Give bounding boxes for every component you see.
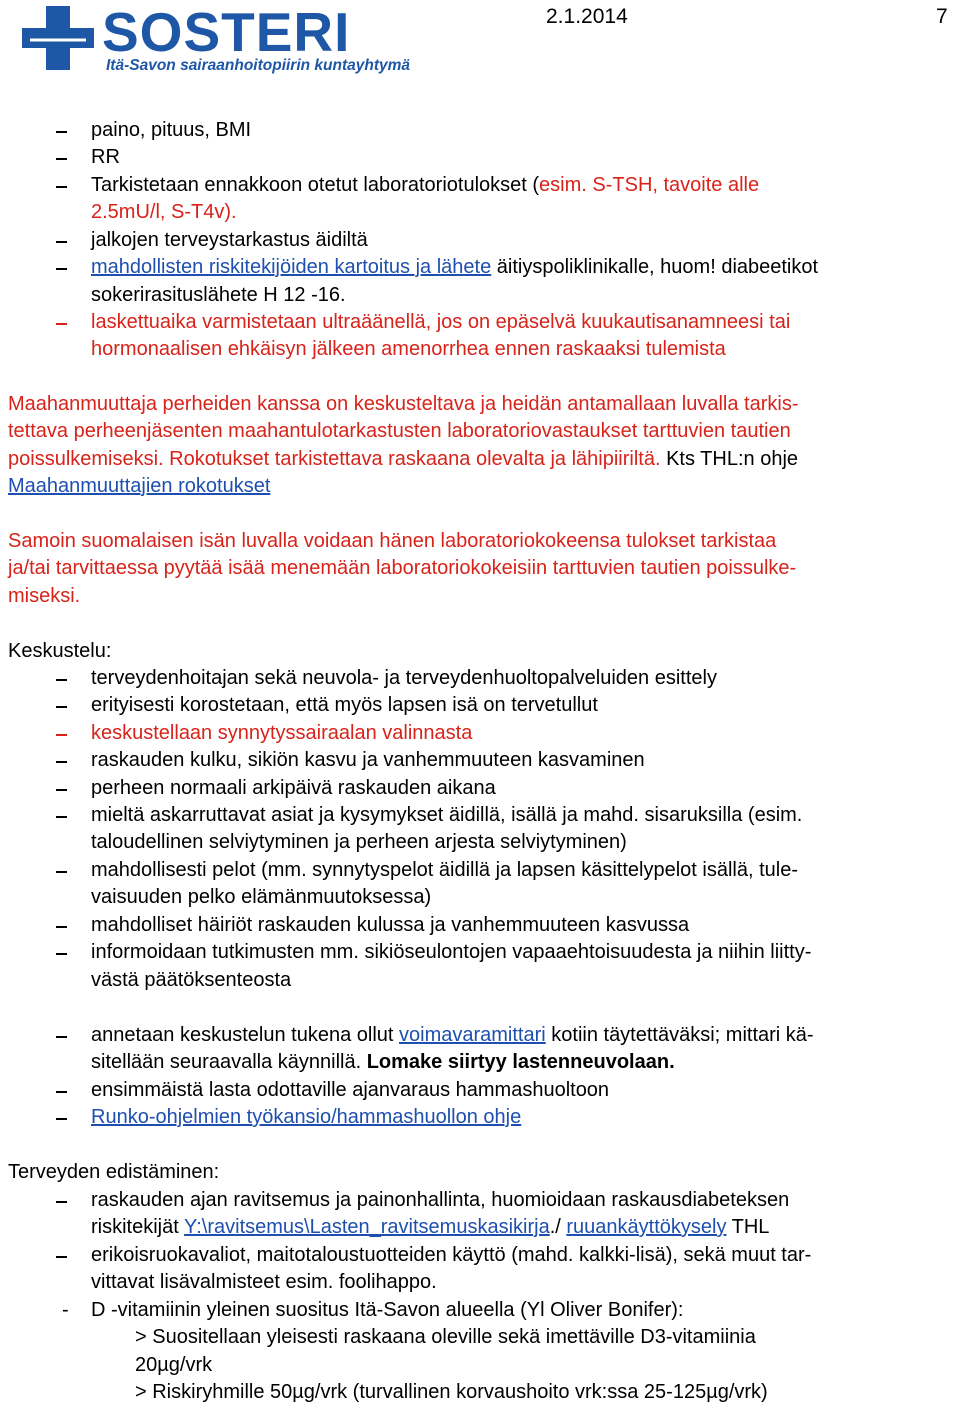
- section-heading-discussion: Keskustelu:: [8, 640, 112, 662]
- list-item: informoidaan tutkimusten mm. sikiöseulontojen vapaaehtoisuudesta ja niihin liitty-: [91, 941, 812, 963]
- paragraph-line: Maahanmuuttaja perheiden kanssa on keskusteltava ja heidän antamallaan luvalla tarkis-: [8, 393, 799, 415]
- dental-care-guide-link[interactable]: Runko-ohjelmien työkansio/hammashuollon ohje: [91, 1106, 522, 1128]
- section-heading-health-promotion: Terveyden edistäminen:: [8, 1161, 220, 1183]
- food-survey-link[interactable]: ruuankäyttökysely: [566, 1216, 727, 1238]
- dash-bullet-icon: [56, 926, 67, 928]
- dash-bullet-icon: [56, 1201, 67, 1203]
- dash-bullet-icon: [56, 679, 67, 681]
- item-text: annetaan keskustelun tukena ollut: [91, 1024, 399, 1046]
- item-text: sitellään seuraavalla käynnillä.: [91, 1051, 367, 1073]
- dash-bullet-icon: [56, 1036, 67, 1038]
- item-text: äitiyspoliklinikalle, huom! diabeetikot: [491, 256, 819, 278]
- item-text: riskitekijät: [91, 1216, 184, 1238]
- dash-bullet-icon: [56, 871, 67, 873]
- paragraph-text: Kts THL:n ohje: [660, 448, 799, 470]
- list-item-continued: [91, 1214, 769, 1241]
- list-item: [91, 1104, 521, 1131]
- item-text-red: esim. S-TSH, tavoite alle: [539, 174, 760, 196]
- header-date: 2.1.2014: [546, 5, 628, 28]
- item-text: kotiin täytettäväksi; mittari kä-: [545, 1024, 814, 1046]
- dash-bullet-icon: [56, 1091, 67, 1093]
- list-item-continued: vittavat lisävalmisteet esim. foolihappo.: [91, 1271, 437, 1293]
- dash-bullet-icon: [56, 1118, 67, 1120]
- list-item-continued: 2.5mU/l, S-T4v).: [91, 201, 237, 223]
- item-text: ./: [549, 1216, 567, 1238]
- voimavaramittari-link[interactable]: voimavaramittari: [399, 1024, 546, 1046]
- paragraph-line: Samoin suomalaisen isän luvalla voidaan hänen laboratoriokokeensa tulokset tarkistaa: [8, 530, 777, 552]
- list-item: laskettuaika varmistetaan ultraäänellä, jos on epäselvä kuukautisanamneesi tai: [91, 311, 791, 333]
- list-item: RR: [91, 146, 120, 168]
- sub-item: > Suositellaan yleisesti raskaana oleville sekä imettäville D3-vitamiinia: [135, 1326, 756, 1348]
- list-item: erityisesti korostetaan, että myös lapsen isä on tervetullut: [91, 694, 598, 716]
- list-item: paino, pituus, BMI: [91, 119, 252, 141]
- logo-name: SOSTERI: [102, 1, 351, 63]
- dash-bullet-icon: [56, 131, 67, 133]
- list-item: terveydenhoitajan sekä neuvola- ja terveydenhuoltopalveluiden esittely: [91, 667, 717, 689]
- paragraph-text-red: poissulkemiseksi. Rokotukset tarkistettava raskaana olevalta ja lähipiiriltä.: [8, 448, 661, 470]
- dash-bullet-icon: [56, 241, 67, 243]
- list-item-continued: vaisuuden pelko elämänmuutoksessa): [91, 886, 432, 908]
- list-item: raskauden ajan ravitsemus ja painonhallinta, huomioidaan raskausdiabeteksen: [91, 1189, 790, 1211]
- nutrition-handbook-link[interactable]: Y:\ravitsemus\Lasten_ravitsemuskasikirja: [184, 1216, 550, 1238]
- paragraph-line: ja/tai tarvittaessa pyytää isää menemään laboratoriokokeisiin tarttuvien tautien poissulke-: [8, 557, 797, 579]
- list-item: keskustellaan synnytyssairaalan valinnasta: [91, 722, 473, 744]
- list-item: ensimmäistä lasta odottaville ajanvaraus hammashuoltoon: [91, 1079, 610, 1101]
- sub-item-continued: 20µg/vrk: [135, 1354, 213, 1376]
- list-item-continued: sokerirasituslähete H 12 -16.: [91, 284, 346, 306]
- list-item: erikoisruokavaliot, maitotaloustuotteiden käyttö (mahd. kalkki-lisä), sekä muut tar-: [91, 1244, 812, 1266]
- dash-bullet-icon: [56, 789, 67, 791]
- dash-bullet-icon: [56, 158, 67, 160]
- page-number: 7: [936, 5, 948, 28]
- list-item: [91, 1022, 814, 1049]
- item-text: Tarkistetaan ennakkoon otetut laboratoriotulokset (: [91, 174, 540, 196]
- dash-bullet-icon: [56, 734, 67, 736]
- list-item: raskauden kulku, sikiön kasvu ja vanhemmuuteen kasvaminen: [91, 749, 645, 771]
- risk-factors-link[interactable]: mahdollisten riskitekijöiden kartoitus ja lähete: [91, 256, 492, 278]
- dash-bullet-icon: [56, 268, 67, 270]
- list-item: jalkojen terveystarkastus äidiltä: [91, 229, 368, 251]
- dash-bullet-icon: [56, 816, 67, 818]
- dash-bullet-icon: [56, 761, 67, 763]
- hyphen-marker: -: [62, 1299, 69, 1321]
- logo-subtitle: Itä-Savon sairaanhoitopiirin kuntayhtymä: [106, 57, 411, 74]
- list-item: D -vitamiinin yleinen suositus Itä-Savon alueella (Yl Oliver Bonifer):: [91, 1299, 684, 1321]
- list-item: mieltä askarruttavat asiat ja kysymykset äidillä, isällä ja mahd. sisaruksilla (esim.: [91, 804, 803, 826]
- dash-bullet-icon: [56, 186, 67, 188]
- list-item-continued: [91, 1049, 675, 1076]
- dash-bullet-icon: [56, 323, 67, 325]
- list-item: perheen normaali arkipäivä raskauden aikana: [91, 777, 496, 799]
- item-text-bold: Lomake siirtyy lastenneuvolaan.: [366, 1051, 675, 1073]
- paragraph-line: miseksi.: [8, 585, 81, 607]
- immigrant-vaccinations-link[interactable]: Maahanmuuttajien rokotukset: [8, 475, 271, 497]
- list-item-continued: taloudellinen selviytyminen ja perheen arjesta selviytyminen): [91, 831, 627, 853]
- list-item: mahdollisesti pelot (mm. synnytyspelot äidillä ja lapsen käsittelypelot isällä, tule-: [91, 859, 798, 881]
- cross-logo-icon: [22, 6, 94, 70]
- list-item-continued: hormonaalisen ehkäisyn jälkeen amenorrhea ennen raskaaksi tulemista: [91, 338, 726, 360]
- paragraph-line: [8, 446, 798, 473]
- sosteri-logo: [22, 1, 411, 80]
- sub-item: > Riskiryhmille 50µg/vrk (turvallinen korvaushoito vrk:ssa 25-125µg/vrk): [135, 1381, 768, 1403]
- paragraph-line: tettava perheenjäsenten maahantulotarkastusten laboratoriovastaukset tarttuvien tautien: [8, 420, 791, 442]
- dash-bullet-icon: [56, 1256, 67, 1258]
- dash-bullet-icon: [56, 706, 67, 708]
- list-item-continued: västä päätöksenteosta: [91, 969, 292, 991]
- paragraph-line: [8, 473, 270, 500]
- list-item: mahdolliset häiriöt raskauden kulussa ja vanhemmuuteen kasvussa: [91, 914, 690, 936]
- list-item: [91, 172, 759, 199]
- list-item: [91, 254, 818, 281]
- item-text: THL: [726, 1216, 770, 1238]
- dash-bullet-icon: [56, 953, 67, 955]
